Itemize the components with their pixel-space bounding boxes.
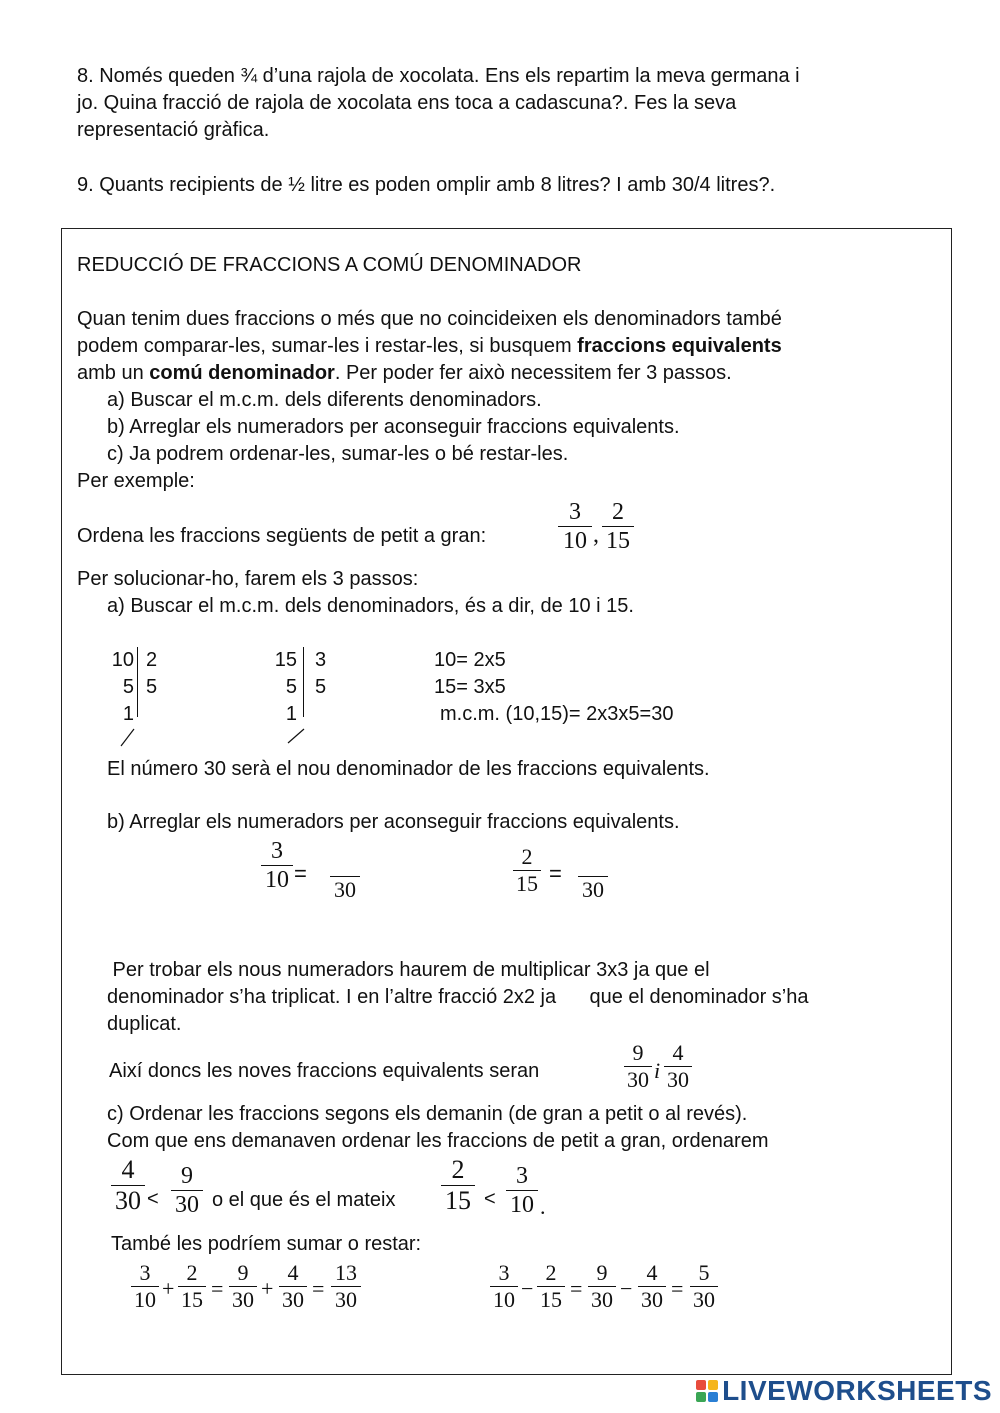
logo-grid-icon [696, 1380, 718, 1402]
diff-fraction-3 [588, 1262, 616, 1311]
numerator: 3 [516, 1163, 528, 1189]
sum-intro: També les podríem sumar o restar: [111, 1233, 422, 1255]
cmp1-less-than: < [147, 1188, 159, 1210]
cmp1-fraction-a [111, 1157, 145, 1214]
div10-vertical-line [137, 647, 138, 717]
new-fractions-text: Així doncs les noves fraccions equivalents seran [109, 1060, 540, 1082]
denominator: 30 [667, 1067, 689, 1092]
numerator-blank [330, 852, 360, 874]
sum-fraction-5 [331, 1262, 361, 1311]
intro-line-1: Quan tenim dues fraccions o més que no coincideixen els denominadors també [77, 308, 782, 330]
denominator: 15 [516, 871, 538, 896]
eq1-target-fraction [330, 852, 360, 901]
explain-line-3: duplicat. [107, 1013, 182, 1035]
sum-fraction-1 [131, 1262, 159, 1311]
solve-c-line-2: Com que ens demanaven ordenar les fraccions de petit a gran, ordenarem [107, 1130, 769, 1152]
denominator: 30 [627, 1067, 649, 1092]
eq2-target-fraction [578, 852, 608, 901]
denominator: 30 [115, 1186, 141, 1215]
question-8-line-3: representació gràfica. [77, 119, 270, 141]
numerator: 3 [498, 1260, 510, 1285]
div15-right-2: 5 [315, 676, 327, 698]
solve-a: a) Buscar el m.c.m. dels denominadors, és a dir, de 10 i 15. [107, 595, 634, 617]
sum-fraction-2 [178, 1262, 206, 1311]
bold-equivalent-fractions: fraccions equivalents [577, 335, 782, 357]
step-b: b) Arreglar els numeradors per aconseguir fraccions equivalents. [107, 416, 680, 438]
diff-fraction-2 [537, 1262, 565, 1311]
sum-plus-2: + [261, 1276, 274, 1301]
order-fraction-2 [602, 500, 634, 553]
diff-fraction-4 [638, 1262, 666, 1311]
diff-minus-1: − [521, 1276, 534, 1301]
order-comma: , [593, 522, 599, 548]
div10-left-1: 10 [111, 649, 134, 671]
denominator: 30 [693, 1287, 715, 1312]
box-title: REDUCCIÓ DE FRACCIONS A COMÚ DENOMINADOR [77, 254, 582, 276]
logo-text: LIVEWORKSHEETS [722, 1375, 992, 1406]
sum-equals-1: = [211, 1276, 224, 1301]
solve-intro: Per solucionar-ho, farem els 3 passos: [77, 568, 419, 590]
denominator: 15 [606, 528, 630, 554]
denominator: 10 [134, 1287, 156, 1312]
denominator: 10 [493, 1287, 515, 1312]
explain-line-2: denominador s’ha triplicat. I en l’altre fracció 2x2 ja que el denominador s’ha [107, 986, 809, 1008]
cmp2-fraction-a [441, 1157, 475, 1214]
mcm-result: m.c.m. (10,15)= 2x3x5=30 [440, 703, 674, 725]
diff-fraction-1 [490, 1262, 518, 1311]
new-fraction-2 [664, 1042, 692, 1091]
numerator: 9 [237, 1260, 249, 1285]
denominator: 10 [563, 528, 587, 554]
numerator: 9 [181, 1163, 193, 1189]
numerator: 3 [271, 838, 283, 864]
bold-common-denominator: comú denominador [149, 362, 335, 384]
denominator: 10 [510, 1192, 534, 1218]
div15-slash-mark [285, 726, 307, 746]
cmp1-fraction-b [171, 1164, 203, 1217]
diff-equals-2: = [671, 1276, 684, 1301]
denominator: 30 [175, 1192, 199, 1218]
denominator: 30 [641, 1287, 663, 1312]
denominator: 10 [265, 867, 289, 893]
order-text: Ordena les fraccions següents de petit a gran: [77, 525, 487, 547]
intro-line-3 [77, 360, 732, 387]
numerator: 4 [121, 1155, 135, 1184]
div15-vertical-line [303, 647, 304, 717]
numerator: 9 [632, 1040, 644, 1065]
denominator: 30 [591, 1287, 613, 1312]
numerator: 4 [287, 1260, 299, 1285]
diff-minus-2: − [620, 1276, 633, 1301]
denominator: 30 [232, 1287, 254, 1312]
new-fractions-i: i [654, 1058, 661, 1083]
explain-line-1: Per trobar els nous numeradors haurem de multiplicar 3x3 ja que el [107, 959, 710, 981]
numerator: 2 [545, 1260, 557, 1285]
div15-right-1: 3 [315, 649, 327, 671]
factor-10: 10= 2x5 [434, 649, 506, 671]
question-8-line-1: 8. Només queden ¾ d’una rajola de xocolata. Ens els repartim la meva germana i [77, 65, 800, 87]
div10-left-2: 5 [122, 676, 134, 698]
cmp2-less-than: < [484, 1188, 496, 1210]
numerator: 4 [646, 1260, 658, 1285]
sum-fraction-3 [229, 1262, 257, 1311]
cmp2-fraction-b [506, 1164, 538, 1217]
diff-fraction-5 [690, 1262, 718, 1311]
numerator-blank [578, 852, 608, 874]
numerator: 2 [186, 1260, 198, 1285]
question-9: 9. Quants recipients de ½ litre es poden omplir amb 8 litres? I amb 30/4 litres?. [77, 174, 776, 196]
numerator: 13 [335, 1260, 357, 1285]
liveworksheets-logo[interactable] [696, 1375, 992, 1407]
cmp2-period: . [540, 1194, 546, 1219]
intro-line-2-text: podem comparar-les, sumar-les i restar-les, si busquem [77, 335, 578, 357]
denominator: 15 [540, 1287, 562, 1312]
sum-equals-2: = [312, 1276, 325, 1301]
intro-line-3-a: amb un [77, 362, 150, 384]
numerator: 2 [451, 1155, 465, 1184]
eq2-equals: = [549, 861, 562, 886]
eq2-fraction [513, 846, 541, 895]
factor-15: 15= 3x5 [434, 676, 506, 698]
question-8-line-2: jo. Quina fracció de rajola de xocolata ens toca a cadascuna?. Fes la seva [77, 92, 737, 114]
denominator: 30 [282, 1287, 304, 1312]
numerator: 3 [569, 499, 581, 525]
div15-left-3: 1 [285, 703, 297, 725]
eq1-equals: = [294, 861, 307, 886]
sum-plus-1: + [162, 1276, 175, 1301]
denominator: 15 [181, 1287, 203, 1312]
solve-c-line-1: c) Ordenar les fraccions segons els demanin (de gran a petit o al revés). [107, 1103, 748, 1125]
denominator: 15 [445, 1186, 471, 1215]
numerator: 2 [612, 499, 624, 525]
denominator: 30 [582, 877, 604, 902]
div10-right-1: 2 [146, 649, 158, 671]
order-fraction-1 [558, 500, 592, 553]
sum-fraction-4 [279, 1262, 307, 1311]
intro-line-2 [77, 333, 782, 360]
example-label: Per exemple: [77, 470, 195, 492]
new-fraction-1 [624, 1042, 652, 1091]
div10-slash-mark [118, 726, 138, 748]
step-a: a) Buscar el m.c.m. dels diferents denominadors. [107, 389, 542, 411]
intro-line-3-c: . Per poder fer això necessitem fer 3 passos. [334, 362, 732, 384]
numerator: 3 [139, 1260, 151, 1285]
div15-left-1: 15 [274, 649, 297, 671]
numerator: 9 [596, 1260, 608, 1285]
new-denominator-text: El número 30 serà el nou denominador de les fraccions equivalents. [107, 758, 710, 780]
solve-b: b) Arreglar els numeradors per aconseguir fraccions equivalents. [107, 811, 680, 833]
step-c: c) Ja podrem ordenar-les, sumar-les o bé restar-les. [107, 443, 569, 465]
denominator: 30 [335, 1287, 357, 1312]
denominator: 30 [334, 877, 356, 902]
numerator: 5 [698, 1260, 710, 1285]
div15-left-2: 5 [285, 676, 297, 698]
numerator: 2 [521, 844, 533, 869]
div10-right-2: 5 [146, 676, 158, 698]
numerator: 4 [672, 1040, 684, 1065]
cmp-text: o el que és el mateix [212, 1189, 396, 1211]
eq1-fraction [261, 839, 293, 892]
diff-equals-1: = [570, 1276, 583, 1301]
div10-left-3: 1 [122, 703, 134, 725]
